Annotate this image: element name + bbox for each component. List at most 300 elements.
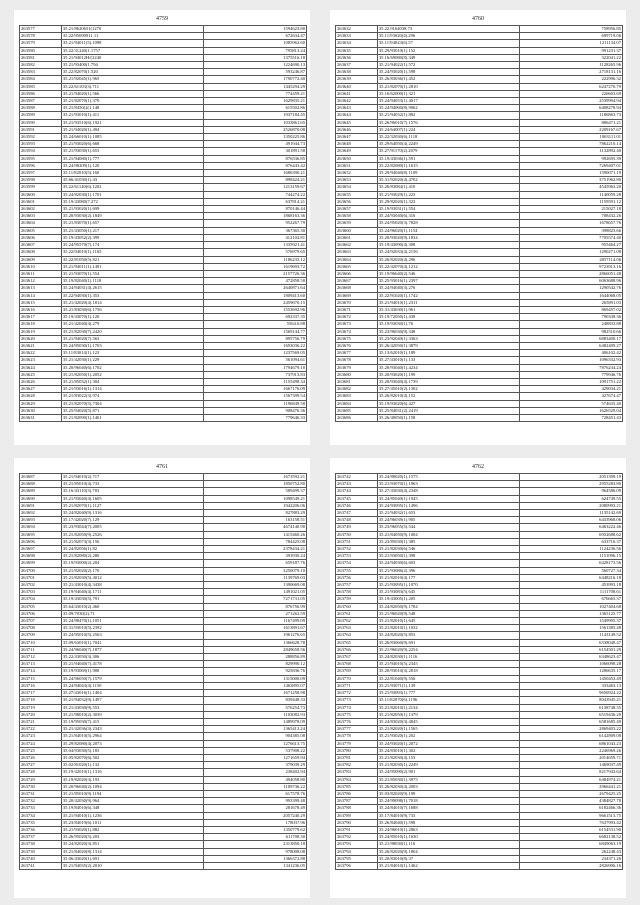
row-number-cell: 263790 (336, 819, 378, 826)
row-number-cell: 263764 (336, 632, 378, 639)
reference-cell: 35.23/96030(9).348 (377, 328, 519, 335)
reference-cell: 35.21/82070(1).1127 (61, 502, 203, 509)
amount-cell: 1594623.80 (203, 26, 306, 33)
table-row (20, 783, 307, 790)
reference-cell: 35.26/40050(1).158 (377, 414, 519, 421)
row-number-cell: 263761 (336, 610, 378, 617)
table-row (336, 531, 623, 538)
row-number-cell: 263648 (336, 141, 378, 148)
row-number-cell: 263625 (20, 371, 62, 378)
row-number-cell: 263702 (20, 582, 62, 589)
table-row (336, 826, 623, 833)
reference-cell: 35.21/94022(1).572 (377, 62, 519, 69)
row-number-cell: 263663 (336, 249, 378, 256)
amount-cell: 3751962.80 (519, 177, 622, 184)
reference-cell: 35.11/82070(6).1196 (377, 697, 519, 704)
row-number-cell: 263680 (336, 371, 378, 378)
table-row (20, 639, 307, 646)
row-number-cell: 263709 (20, 632, 62, 639)
amount-cell: 992695.39 (519, 155, 622, 162)
reference-cell: 35.26/82010(4).152 (377, 393, 519, 400)
amount-cell: 238402.94 (203, 769, 306, 776)
amount-cell: 617578.76 (203, 790, 306, 797)
row-number-cell: 263578 (20, 33, 62, 40)
table-row (336, 704, 623, 711)
row-number-cell: 263627 (20, 386, 62, 393)
row-number-cell: 263759 (336, 596, 378, 603)
table-row (20, 141, 307, 148)
amount-cell: 1196849.58 (203, 400, 306, 407)
amount-cell: 333463.13 (519, 682, 622, 689)
amount-cell: 1469037.49 (519, 762, 622, 769)
reference-cell: 35.23/92040(1).3363 (377, 335, 519, 342)
amount-cell: 4674140.90 (203, 524, 306, 531)
table-row (336, 661, 623, 668)
reference-cell: 35.19/94040(4).1711 (61, 589, 203, 596)
row-number-cell: 263705 (20, 603, 62, 610)
reference-cell: 35.21/94080(1).777 (61, 155, 203, 162)
reference-cell: 35.21/93093(1).777 (377, 690, 519, 697)
reference-cell: 35.22/81040(9).556 (377, 675, 519, 682)
amount-cell: 898424.21 (203, 177, 306, 184)
reference-cell: 35.24/85040(1).1945 (377, 495, 519, 502)
table-row (336, 98, 623, 105)
reference-cell: 35.21/94011(1).1491 (61, 263, 203, 270)
reference-cell: 35.24/82050(9).1784 (377, 603, 519, 610)
row-number-cell: 263717 (20, 690, 62, 697)
row-number-cell: 263599 (20, 184, 62, 191)
row-number-cell: 263595 (20, 155, 62, 162)
amount-cell: 234371.26 (519, 855, 622, 862)
table-row (336, 697, 623, 704)
table-row (20, 170, 307, 177)
page-4760 (330, 10, 626, 445)
table-row (336, 754, 623, 761)
table-row (336, 618, 623, 625)
table-row (336, 263, 623, 270)
table-row (20, 495, 307, 502)
row-number-cell: 263672 (336, 314, 378, 321)
row-number-cell: 263757 (336, 582, 378, 589)
reference-cell: 35.21/84010(5).2964 (61, 733, 203, 740)
amount-cell: 6247270.79 (519, 83, 622, 90)
amount-cell: 1335921.41 (203, 242, 306, 249)
row-number-cell: 263721 (20, 718, 62, 725)
amount-cell: 1033861.65 (203, 119, 306, 126)
reference-cell: 35.21/43010(4).3438 (61, 582, 203, 589)
reference-cell: 35.27/45010(2).1302 (377, 386, 519, 393)
table-row (336, 474, 623, 481)
row-number-cell: 263651 (336, 162, 378, 169)
amount-cell: 491944.73 (203, 141, 306, 148)
reference-cell: 35.21/93510(6).1921 (61, 119, 203, 126)
reference-cell: 35.21/43050(1).217 (61, 227, 203, 234)
table-row (336, 393, 623, 400)
reference-cell: 35.22/82070(1.520 (61, 69, 203, 76)
amount-cell: 1159591.12 (519, 198, 622, 205)
amount-cell: 1942206.06 (203, 502, 306, 509)
row-number-cell: 263616 (20, 306, 62, 313)
reference-cell: 35.29/93010(1).152 (377, 47, 519, 54)
reference-cell: 35.19/43080(7.272 (61, 198, 203, 205)
amount-cell: 2857114.06 (519, 256, 622, 263)
amount-cell: 6581685.49 (519, 718, 622, 725)
row-number-cell: 263719 (20, 704, 62, 711)
reference-cell: 35.20/93020(9).1834 (377, 234, 519, 241)
amount-cell: 6063688.96 (519, 278, 622, 285)
table-row (20, 610, 307, 617)
row-number-cell: 263582 (20, 62, 62, 69)
row-number-cell: 263781 (336, 754, 378, 761)
reference-cell: 35.19/42010(1).1316 (61, 769, 203, 776)
reference-cell: 35.24/94043(4).1150 (61, 682, 203, 689)
amount-cell: 9661513.75 (519, 812, 622, 819)
table-row (20, 524, 307, 531)
reference-cell: 35.22/31240(1.1757 (61, 47, 203, 54)
amount-cell: 6682138.52 (519, 834, 622, 841)
table-row (336, 299, 623, 306)
table-row (336, 682, 623, 689)
amount-cell: 6883400.17 (519, 335, 622, 342)
reference-cell: 35.24/96010(1).2863 (377, 826, 519, 833)
row-number-cell: 263714 (20, 668, 62, 675)
row-number-cell: 263742 (336, 474, 378, 481)
row-number-cell: 263615 (20, 299, 62, 306)
row-number-cell: 263683 (336, 393, 378, 400)
reference-cell: 35.05/82070(6).502 (61, 754, 203, 761)
table-row (336, 335, 623, 342)
table-row (20, 668, 307, 675)
row-number-cell: 263771 (336, 682, 378, 689)
amount-cell: 1790772.40 (203, 76, 306, 83)
reference-cell: 35.26/84040(1).598 (377, 819, 519, 826)
amount-cell: 1673592.21 (203, 474, 306, 481)
row-number-cell: 263653 (336, 177, 378, 184)
amount-cell: 1186863.73 (519, 112, 622, 119)
table-row (20, 546, 307, 553)
row-number-cell: 263644 (336, 112, 378, 119)
row-number-cell: 263782 (336, 762, 378, 769)
table-row (20, 560, 307, 567)
table-row (20, 488, 307, 495)
amount-cell: 6348623.47 (519, 654, 622, 661)
row-number-cell: 263796 (336, 862, 378, 869)
table-row (20, 90, 307, 97)
row-number-cell: 263754 (336, 560, 378, 567)
amount-cell: 1390669.08 (203, 582, 306, 589)
amount-cell: 281678.49 (203, 805, 306, 812)
table-row (336, 668, 623, 675)
table-row (336, 726, 623, 733)
row-number-cell: 263758 (336, 589, 378, 596)
reference-cell: 35.02/81020(1).132 (61, 762, 203, 769)
row-number-cell: 263592 (20, 134, 62, 141)
reference-cell: 35.21/84020(8).1314 (61, 848, 203, 855)
row-number-cell: 263745 (336, 495, 378, 502)
amount-cell: 876443.42 (203, 162, 306, 169)
row-number-cell: 263641 (336, 90, 378, 97)
table-row (336, 538, 623, 545)
amount-cell: 744274.22 (203, 191, 306, 198)
table-row (336, 582, 623, 589)
table-row (336, 270, 623, 277)
table-row (20, 98, 307, 105)
reference-cell: 35.24/64007(1).224 (377, 126, 519, 133)
row-number-cell: 263772 (336, 690, 378, 697)
amount-cell: 6463222.46 (519, 524, 622, 531)
amount-cell: 784425.08 (203, 538, 306, 545)
row-number-cell: 263755 (336, 567, 378, 574)
reference-cell: 35.21/94020(1).494 (61, 126, 203, 133)
reference-cell: 35.11/82010(5).160 (61, 170, 203, 177)
reference-cell: 35.24/93095(1).1496 (377, 502, 519, 509)
reference-cell: 35.16/69080(8).349 (377, 54, 519, 61)
table-row (20, 256, 307, 263)
row-number-cell: 263660 (336, 227, 378, 234)
table-row (336, 502, 623, 509)
amount-cell: 886471.21 (519, 119, 622, 126)
amount-cell: 779646.33 (203, 414, 306, 421)
row-number-cell: 263665 (336, 263, 378, 270)
row-number-cell: 263588 (20, 105, 62, 112)
reference-cell: 35.19/43052(2).399 (61, 234, 203, 241)
table-row (20, 299, 307, 306)
reference-cell: 35.21/43030(9).553 (61, 704, 203, 711)
amount-cell: 472858.58 (203, 278, 306, 285)
reference-cell: 35.27/43016(1).1404 (61, 690, 203, 697)
reference-cell: 35.21/82030(1).2249 (377, 762, 519, 769)
amount-cell: 398825.66 (519, 227, 622, 234)
table-row (20, 270, 307, 277)
row-number-cell: 263604 (20, 220, 62, 227)
amount-cell: 453993.18 (519, 582, 622, 589)
row-number-cell: 263635 (336, 47, 378, 54)
reference-cell: 35.25/94020(5).871 (61, 407, 203, 414)
amount-cell: 9656924.22 (519, 690, 622, 697)
reference-cell: 35.21/82030(4).153 (377, 754, 519, 761)
reference-cell: 35.22/82080(1).1615 (377, 162, 519, 169)
reference-cell: 35.20/93010(3).2818 (377, 668, 519, 675)
table-row (336, 126, 623, 133)
reference-cell: 35.20/83010(8).37 (377, 855, 519, 862)
amount-cell: 1186235.12 (203, 256, 306, 263)
amount-cell: 2826906.16 (519, 862, 622, 869)
table-row (20, 184, 307, 191)
reference-cell: 35.21/82073(3).156 (61, 538, 203, 545)
row-number-cell: 263775 (336, 711, 378, 718)
reference-cell: 35.21/84010(1).1462 (377, 862, 519, 869)
reference-cell: 35.21/93400(1.794 (61, 62, 203, 69)
table-row (336, 69, 623, 76)
reference-cell: 35.26/83060(9).691 (377, 639, 519, 646)
amount-cell: 1098549.21 (203, 495, 306, 502)
reference-cell: 35.19/43090(4).308 (377, 242, 519, 249)
row-number-cell: 263639 (336, 76, 378, 83)
table-row (336, 105, 623, 112)
amount-cell: 1109736.22 (203, 783, 306, 790)
reference-cell: 35.21/93020(1).202 (377, 733, 519, 740)
row-number-cell: 263698 (20, 553, 62, 560)
row-number-cell: 263787 (336, 798, 378, 805)
amount-cell: 9723913.16 (519, 263, 622, 270)
amount-cell: 978008.08 (203, 848, 306, 855)
amount-cell: 2209167.67 (519, 126, 622, 133)
reference-cell: 35.26/42050(1).3879 (377, 342, 519, 349)
amount-cell: 2080993.21 (519, 502, 622, 509)
table-row (20, 378, 307, 385)
amount-cell: 1132892.40 (519, 148, 622, 155)
reference-cell: 35.26/83084(1).410 (377, 184, 519, 191)
amount-cell: 1085962.60 (203, 40, 306, 47)
amount-cell: 367365.30 (203, 227, 306, 234)
amount-cell: 215027.18 (519, 206, 622, 213)
amount-cell: 6142809.08 (519, 733, 622, 740)
reference-cell: 35.21/42040(4).279 (61, 321, 203, 328)
row-number-cell: 263703 (20, 589, 62, 596)
reference-cell: 35.21/92045(1).965 (61, 76, 203, 83)
row-number-cell: 263629 (20, 400, 62, 407)
reference-cell: 35.21/83070(1).657 (61, 220, 203, 227)
reference-cell: 35.11/83014(1).123 (61, 350, 203, 357)
row-number-cell: 263690 (20, 495, 62, 502)
table-row (20, 26, 307, 33)
amount-cell: 1445294.29 (203, 83, 306, 90)
table-row (336, 321, 623, 328)
table-row (336, 170, 623, 177)
table-row (20, 574, 307, 581)
reference-cell: 35.21/94032(1).653 (377, 510, 519, 517)
amount-cell: 672634.47 (203, 33, 306, 40)
row-number-cell: 263776 (336, 718, 378, 725)
amount-cell: 406102.42 (519, 350, 622, 357)
reference-cell: 35.24/83010(1).302 (377, 747, 519, 754)
amount-cell: 7862210.14 (519, 141, 622, 148)
amount-cell: 993399.48 (203, 798, 306, 805)
amount-cell: 1629835.21 (203, 98, 306, 105)
amount-cell: 1167499.09 (203, 618, 306, 625)
row-number-cell: 263793 (336, 841, 378, 848)
table-row (336, 553, 623, 560)
table-row (336, 76, 623, 83)
row-number-cell: 263655 (336, 191, 378, 198)
reference-cell: 35.23/84019(6).1011 (61, 819, 203, 826)
reference-cell: 35.21/82030(6).546 (377, 546, 519, 553)
table-row (336, 148, 623, 155)
row-number-cell: 263736 (20, 826, 62, 833)
table-row (336, 862, 623, 869)
table-row (20, 481, 307, 488)
table-row (20, 661, 307, 668)
reference-cell: 35.21/93070(1).554 (61, 270, 203, 277)
amount-cell: 925836.76 (203, 668, 306, 675)
amount-cell: 991231.37 (519, 47, 622, 54)
table-row (336, 610, 623, 617)
table-row (20, 502, 307, 509)
row-number-cell: 263679 (336, 364, 378, 371)
amount-cell: 2526870.08 (203, 126, 306, 133)
reference-cell: 35.24/96020(1).1154 (377, 227, 519, 234)
amount-cell: 676665.37 (519, 596, 622, 603)
reference-cell: 35.09/63010(1).7041 (61, 639, 203, 646)
amount-cell: 1567399.54 (203, 393, 306, 400)
table-row (336, 646, 623, 653)
amount-cell: 7705574.40 (519, 234, 622, 241)
row-number-cell: 263687 (20, 474, 62, 481)
reference-cell: 35.25/84031(2).2419 (377, 407, 519, 414)
amount-cell: 952267.79 (203, 220, 306, 227)
amount-cell: 6519436.20 (519, 711, 622, 718)
table-row (336, 378, 623, 385)
amount-cell: 1365125.77 (519, 610, 622, 617)
table-row (20, 119, 307, 126)
reference-cell: 35.21/82030(5).4012 (61, 574, 203, 581)
table-row (336, 119, 623, 126)
reference-cell: 35.64/43010(2).460 (61, 603, 203, 610)
table-row (20, 531, 307, 538)
row-number-cell: 263684 (336, 400, 378, 407)
amount-cell: 1613891.67 (203, 625, 306, 632)
table-row (336, 90, 623, 97)
table-row (20, 618, 307, 625)
row-number-cell: 263715 (20, 675, 62, 682)
reference-cell: 35.29/82080(4).2073 (61, 740, 203, 747)
amount-cell: 876536.85 (203, 155, 306, 162)
table-row (20, 704, 307, 711)
table-row (336, 711, 623, 718)
amount-cell: 1143149.52 (519, 632, 622, 639)
page-4762 (330, 458, 626, 898)
reference-cell: 35.24/83020(3).4845 (377, 718, 519, 725)
amount-cell: 6408278.94 (519, 105, 622, 112)
row-number-cell: 263591 (20, 126, 62, 133)
row-number-cell: 263605 (20, 227, 62, 234)
row-number-cell: 263610 (20, 263, 62, 270)
amount-cell: 633716.37 (519, 538, 622, 545)
reference-cell: 35.21/96020(9).2254 (377, 646, 519, 653)
row-number-cell: 263691 (20, 502, 62, 509)
reference-cell: 35.21/93086(2).396 (377, 567, 519, 574)
reference-cell: 35.21/8620651(1270 (61, 26, 203, 33)
amount-cell: 1103082.93 (203, 711, 306, 718)
table-row (336, 589, 623, 596)
amount-cell: 624749.55 (519, 495, 622, 502)
amount-cell: 1365413.24 (203, 726, 306, 733)
reference-cell: 35.21/94035(2).2010 (61, 862, 203, 869)
row-number-cell: 263596 (20, 162, 62, 169)
amount-cell: 964586.09 (519, 488, 622, 495)
reference-cell: 35.24/82020(3).851 (61, 841, 203, 848)
reference-cell: 35.20/96040(2).1094 (61, 783, 203, 790)
table-row (336, 790, 623, 797)
row-number-cell: 263669 (336, 292, 378, 299)
table-row (20, 69, 307, 76)
amount-cell: 2057240.29 (203, 812, 306, 819)
reference-cell: 35.21/82070(1).2810 (377, 83, 519, 90)
amount-cell: 1276613.75 (203, 740, 306, 747)
table-row (20, 697, 307, 704)
reference-cell: 35.22/32030(6).1118 (377, 134, 519, 141)
amount-cell: 895756.79 (203, 335, 306, 342)
amount-cell: 1155498.34 (203, 378, 306, 385)
row-number-cell: 263729 (20, 776, 62, 783)
row-number-cell: 263704 (20, 596, 62, 603)
reference-cell: 35.29/82020(1).323 (377, 198, 519, 205)
row-number-cell: 263697 (20, 546, 62, 553)
row-number-cell: 263601 (20, 198, 62, 205)
amount-cell: 1111708.61 (519, 589, 622, 596)
row-number-cell: 263765 (336, 639, 378, 646)
reference-cell: 35.24/66010(1).1085 (61, 134, 203, 141)
